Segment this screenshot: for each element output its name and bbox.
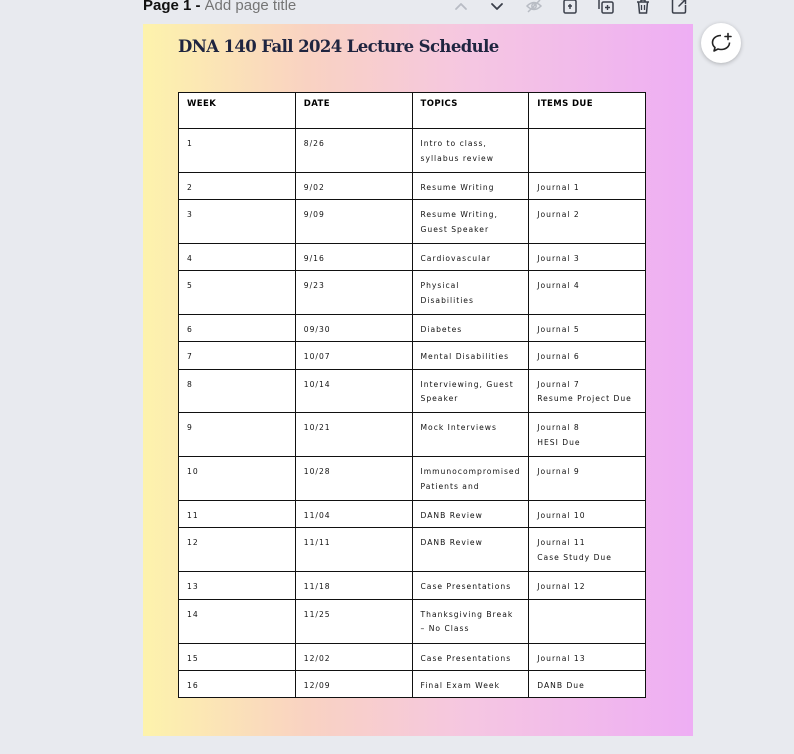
cell-items-due: Journal 1 bbox=[529, 172, 646, 199]
cell-topic: Cardiovascular bbox=[412, 244, 529, 271]
cell-date: 8/26 bbox=[295, 129, 412, 173]
duplicate-page-button[interactable] bbox=[595, 0, 617, 17]
table-row bbox=[179, 342, 646, 369]
cell-week: 15 bbox=[179, 643, 296, 670]
cell-date: 09/30 bbox=[295, 315, 412, 342]
chevron-up-icon bbox=[452, 0, 470, 15]
header-date: DATE bbox=[295, 93, 412, 129]
cell-items-due: Journal 6 bbox=[529, 342, 646, 369]
table-row bbox=[179, 670, 646, 697]
cell-topic: Final Exam Week bbox=[412, 670, 529, 697]
table-row bbox=[179, 129, 646, 173]
cell-topic: Mock Interviews bbox=[412, 413, 529, 457]
cell-week: 8 bbox=[179, 369, 296, 413]
table-row bbox=[179, 599, 646, 643]
cell-week: 10 bbox=[179, 457, 296, 501]
table-row bbox=[179, 501, 646, 528]
cell-items-due: Journal 10 bbox=[529, 501, 646, 528]
cell-items-due: Journal 7 Resume Project Due bbox=[529, 369, 646, 413]
page-header bbox=[143, 0, 345, 16]
cell-week: 9 bbox=[179, 413, 296, 457]
table-row bbox=[179, 315, 646, 342]
move-page-down-button[interactable] bbox=[486, 0, 508, 17]
table-header-row bbox=[179, 93, 646, 129]
table-row bbox=[179, 172, 646, 199]
cell-date: 11/04 bbox=[295, 501, 412, 528]
hide-eye-icon bbox=[525, 0, 543, 15]
cell-topic: DANB Review bbox=[412, 528, 529, 572]
cell-week: 13 bbox=[179, 572, 296, 599]
cell-date: 10/07 bbox=[295, 342, 412, 369]
cell-week: 12 bbox=[179, 528, 296, 572]
cell-week: 3 bbox=[179, 200, 296, 244]
move-page-up-button[interactable] bbox=[450, 0, 472, 17]
cell-topic: Resume Writing, Guest Speaker bbox=[412, 200, 529, 244]
table-row bbox=[179, 369, 646, 413]
cell-topic: Case Presentations bbox=[412, 572, 529, 599]
cell-topic: Mental Disabilities bbox=[412, 342, 529, 369]
cell-week: 14 bbox=[179, 599, 296, 643]
table-row bbox=[179, 200, 646, 244]
cell-items-due: Journal 11 Case Study Due bbox=[529, 528, 646, 572]
cell-week: 1 bbox=[179, 129, 296, 173]
cell-items-due: Journal 3 bbox=[529, 244, 646, 271]
header-week: WEEK bbox=[179, 93, 296, 129]
table-row bbox=[179, 271, 646, 315]
cell-date: 9/23 bbox=[295, 271, 412, 315]
cell-date: 9/02 bbox=[295, 172, 412, 199]
cell-date: 12/02 bbox=[295, 643, 412, 670]
cell-date: 10/21 bbox=[295, 413, 412, 457]
cell-date: 10/28 bbox=[295, 457, 412, 501]
cell-topic: Diabetes bbox=[412, 315, 529, 342]
chevron-down-icon bbox=[488, 0, 506, 15]
cell-items-due: Journal 8 HESI Due bbox=[529, 413, 646, 457]
add-comment-icon bbox=[710, 32, 732, 54]
page-title-input[interactable] bbox=[205, 0, 345, 14]
duplicate-icon bbox=[597, 0, 615, 15]
cell-items-due: Journal 4 bbox=[529, 271, 646, 315]
cell-topic: Physical Disabilities bbox=[412, 271, 529, 315]
table-row bbox=[179, 572, 646, 599]
trash-icon bbox=[634, 0, 652, 15]
cell-items-due: Journal 2 bbox=[529, 200, 646, 244]
cell-items-due bbox=[529, 129, 646, 173]
add-comment-button[interactable] bbox=[701, 23, 741, 63]
cell-topic: Thanksgiving Break – No Class bbox=[412, 599, 529, 643]
table-row bbox=[179, 457, 646, 501]
share-icon bbox=[670, 0, 688, 15]
header-items-due: ITEMS DUE bbox=[529, 93, 646, 129]
cell-date: 11/11 bbox=[295, 528, 412, 572]
table-row bbox=[179, 528, 646, 572]
cell-items-due: Journal 5 bbox=[529, 315, 646, 342]
cell-date: 12/09 bbox=[295, 670, 412, 697]
cell-date: 9/16 bbox=[295, 244, 412, 271]
design-page[interactable] bbox=[143, 24, 693, 736]
cell-date: 11/18 bbox=[295, 572, 412, 599]
page-number-label: Page 1 - bbox=[143, 0, 201, 14]
cell-topic: Immunocompromised Patients and bbox=[412, 457, 529, 501]
cell-topic: Intro to class, syllabus review bbox=[412, 129, 529, 173]
cell-topic: DANB Review bbox=[412, 501, 529, 528]
cell-date: 10/14 bbox=[295, 369, 412, 413]
cell-items-due: Journal 12 bbox=[529, 572, 646, 599]
cell-week: 2 bbox=[179, 172, 296, 199]
cell-week: 7 bbox=[179, 342, 296, 369]
cell-items-due bbox=[529, 599, 646, 643]
cell-items-due: DANB Due bbox=[529, 670, 646, 697]
lock-page-button[interactable] bbox=[559, 0, 581, 17]
schedule-title: DNA 140 Fall 2024 Lecture Schedule bbox=[178, 37, 499, 56]
lock-icon bbox=[561, 0, 579, 15]
cell-topic: Resume Writing bbox=[412, 172, 529, 199]
cell-topic: Interviewing, Guest Speaker bbox=[412, 369, 529, 413]
cell-week: 5 bbox=[179, 271, 296, 315]
delete-page-button[interactable] bbox=[632, 0, 654, 17]
cell-items-due: Journal 13 bbox=[529, 643, 646, 670]
table-row bbox=[179, 413, 646, 457]
cell-week: 16 bbox=[179, 670, 296, 697]
cell-week: 4 bbox=[179, 244, 296, 271]
add-page-button[interactable] bbox=[668, 0, 690, 17]
cell-items-due: Journal 9 bbox=[529, 457, 646, 501]
schedule-table bbox=[178, 92, 646, 698]
cell-topic: Case Presentations bbox=[412, 643, 529, 670]
cell-week: 6 bbox=[179, 315, 296, 342]
table-row bbox=[179, 244, 646, 271]
cell-week: 11 bbox=[179, 501, 296, 528]
hide-page-button[interactable] bbox=[523, 0, 545, 17]
header-topics: TOPICS bbox=[412, 93, 529, 129]
cell-date: 11/25 bbox=[295, 599, 412, 643]
table-row bbox=[179, 643, 646, 670]
cell-date: 9/09 bbox=[295, 200, 412, 244]
